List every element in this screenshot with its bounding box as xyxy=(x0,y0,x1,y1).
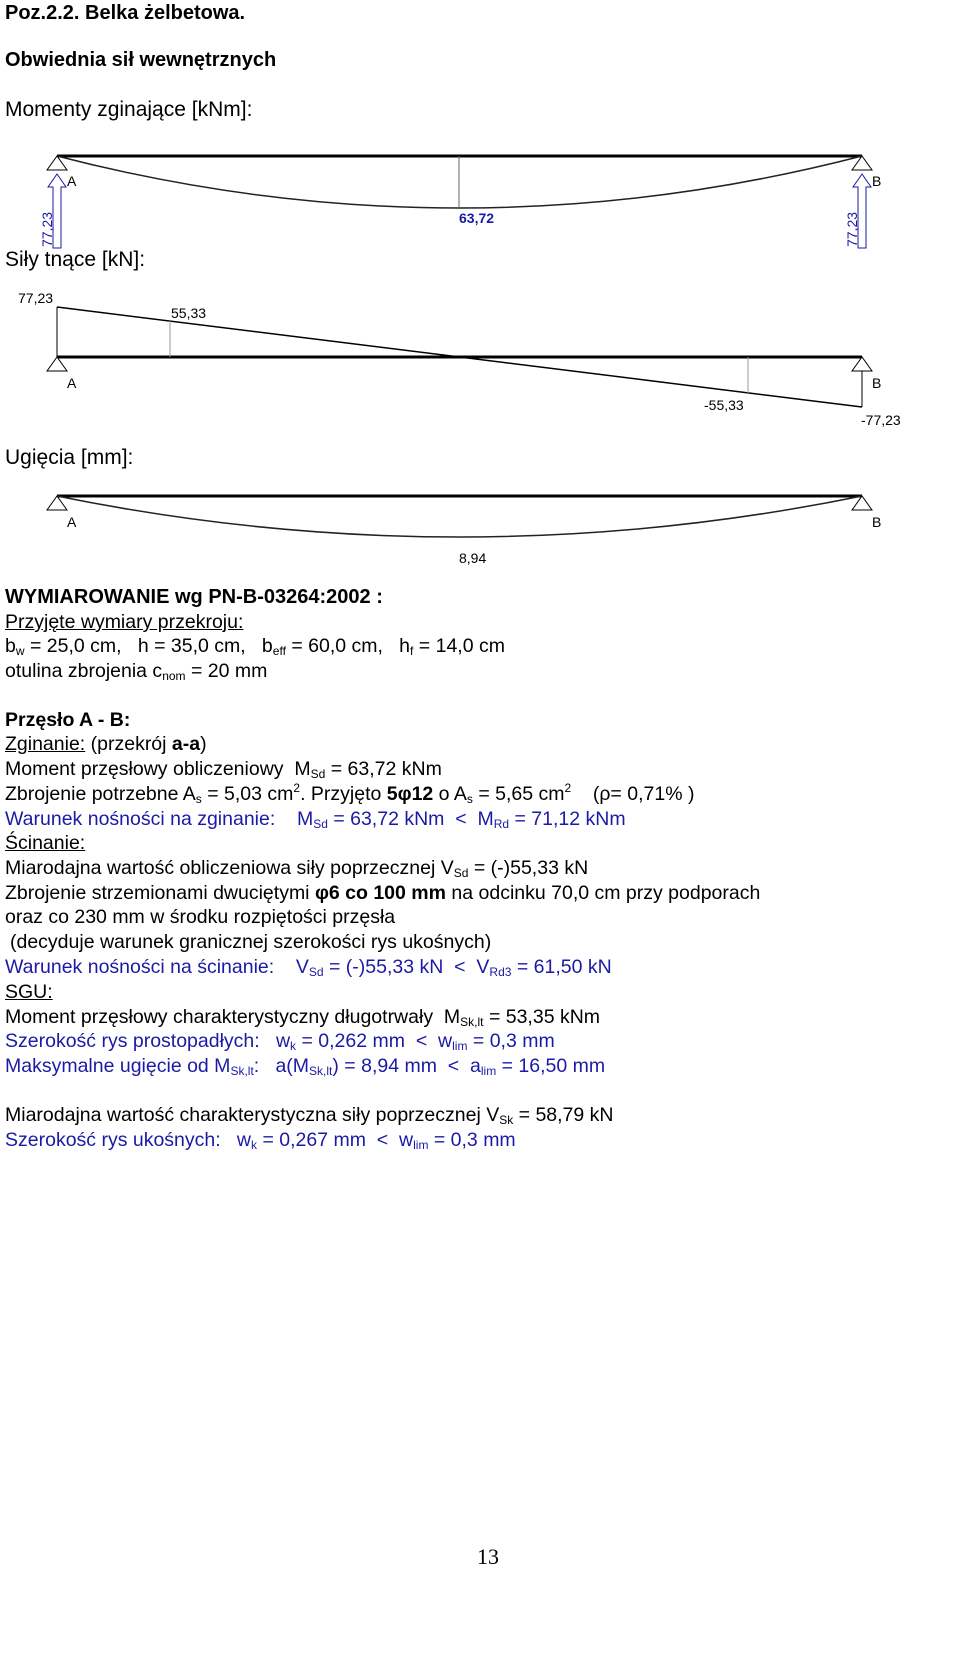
design-title: WYMIAROWANIE wg PN-B-03264:2002 : xyxy=(5,586,383,608)
shear-left-inner-value: 55,33 xyxy=(171,305,207,321)
crack-diag-line: Szerokość rys ukośnych: $w_k = 0,267$ mm < $w_{lim} = 0,3$ mm xyxy=(5,1129,516,1152)
stirrups-line-3: (decyduje warunek granicznej szerokości rys ukośnych) xyxy=(10,931,492,953)
shear-label: Siły tnące [kN]: xyxy=(5,248,146,271)
moment-line: Moment przęsłowy obliczeniowy $M_{Sd} = 63,72$ kNm xyxy=(5,758,442,781)
moment-diagram xyxy=(39,156,881,248)
page-number: 13 xyxy=(477,1544,499,1569)
shear-left-value: 77,23 xyxy=(18,290,54,306)
shear-section-label: Ścinanie: xyxy=(5,832,86,854)
shear-support-b: B xyxy=(872,375,882,391)
span-title: Przęsło A - B: xyxy=(5,709,131,731)
deflection-label: Ugięcia [mm]: xyxy=(5,446,134,469)
deflection-support-b: B xyxy=(872,514,882,530)
char-shear-line: Miarodajna wartość charakterystyczna siły poprzecznej $V_{Sk} = 58,79$ kN xyxy=(5,1104,614,1127)
max-deflection-line: Maksymalne ugięcie od $M_{Sk,lt}$: $a(M_{Sk,lt}) = 8,94$ mm < $a_{lim} = 16,50$ mm xyxy=(5,1055,606,1078)
moment-support-a: A xyxy=(67,173,77,189)
reaction-b-value: 77,23 xyxy=(844,211,860,247)
deflection-diagram xyxy=(47,496,881,566)
envelope-title: Obwiednia sił wewnętrznych xyxy=(5,49,277,71)
shear-right-value: -77,23 xyxy=(861,412,901,428)
moments-label: Momenty zginające [kNm]: xyxy=(5,98,253,121)
moment-support-b: B xyxy=(872,173,882,189)
bending-check-line: Warunek nośności na zginanie: $M_{Sd} = 63,72$ kNm < $M_{Rd} = 71,12$ kNm xyxy=(5,808,626,831)
max-moment-value: 63,72 xyxy=(459,210,495,226)
internal-forces-diagrams xyxy=(0,0,960,600)
sgu-label: SGU: xyxy=(5,981,53,1003)
section-dims-line: $b_w = 25,0$ cm, h = 35,0 cm, $b_{eff} = 60,0$ cm, $h_f = 14,0$ cm xyxy=(5,635,505,658)
stirrups-line: Zbrojenie strzemionami dwuciętymi φ6 co 100 mm na odcinku 70,0 cm przy podporach xyxy=(5,882,761,904)
shear-force-line: Miarodajna wartość obliczeniowa siły poprzecznej $V_{Sd} = (-)55,33$ kN xyxy=(5,857,589,880)
cover-line: otulina zbrojenia $c_{nom} = 20$ mm xyxy=(5,660,268,683)
bending-line: Zginanie: (przekrój a-a) xyxy=(5,733,207,755)
reinforcement-line: Zbrojenie potrzebne $A_s = 5,03$ $cm^2$. Przyjęto 5φ12 o $A_s = 5,65$ $cm^2$ (ρ= 0,71% ) xyxy=(5,781,695,806)
stirrups-line-2: oraz co 230 mm w środku rozpiętości przęsła xyxy=(5,906,396,928)
section-dims-label: Przyjęte wymiary przekroju: xyxy=(5,611,244,633)
deflection-support-a: A xyxy=(67,514,77,530)
crack-perp-line: Szerokość rys prostopadłych: $w_k = 0,262$ mm < $w_{lim} = 0,3$ mm xyxy=(5,1030,555,1053)
shear-check-line: Warunek nośności na ścinanie: $V_{Sd} = (-)55,33$ kN < $V_{Rd3} = 61,50$ kN xyxy=(5,956,612,979)
reaction-a-value: 77,23 xyxy=(39,211,55,247)
position-title: Poz.2.2. Belka żelbetowa. xyxy=(5,2,246,24)
shear-diagram xyxy=(18,290,901,428)
shear-support-a: A xyxy=(67,375,77,391)
shear-right-inner-value: -55,33 xyxy=(704,397,744,413)
long-term-moment-line: Moment przęsłowy charakterystyczny długotrwały $M_{Sk,lt} = 53,35$ kNm xyxy=(5,1006,601,1029)
max-deflection-value: 8,94 xyxy=(459,550,487,566)
